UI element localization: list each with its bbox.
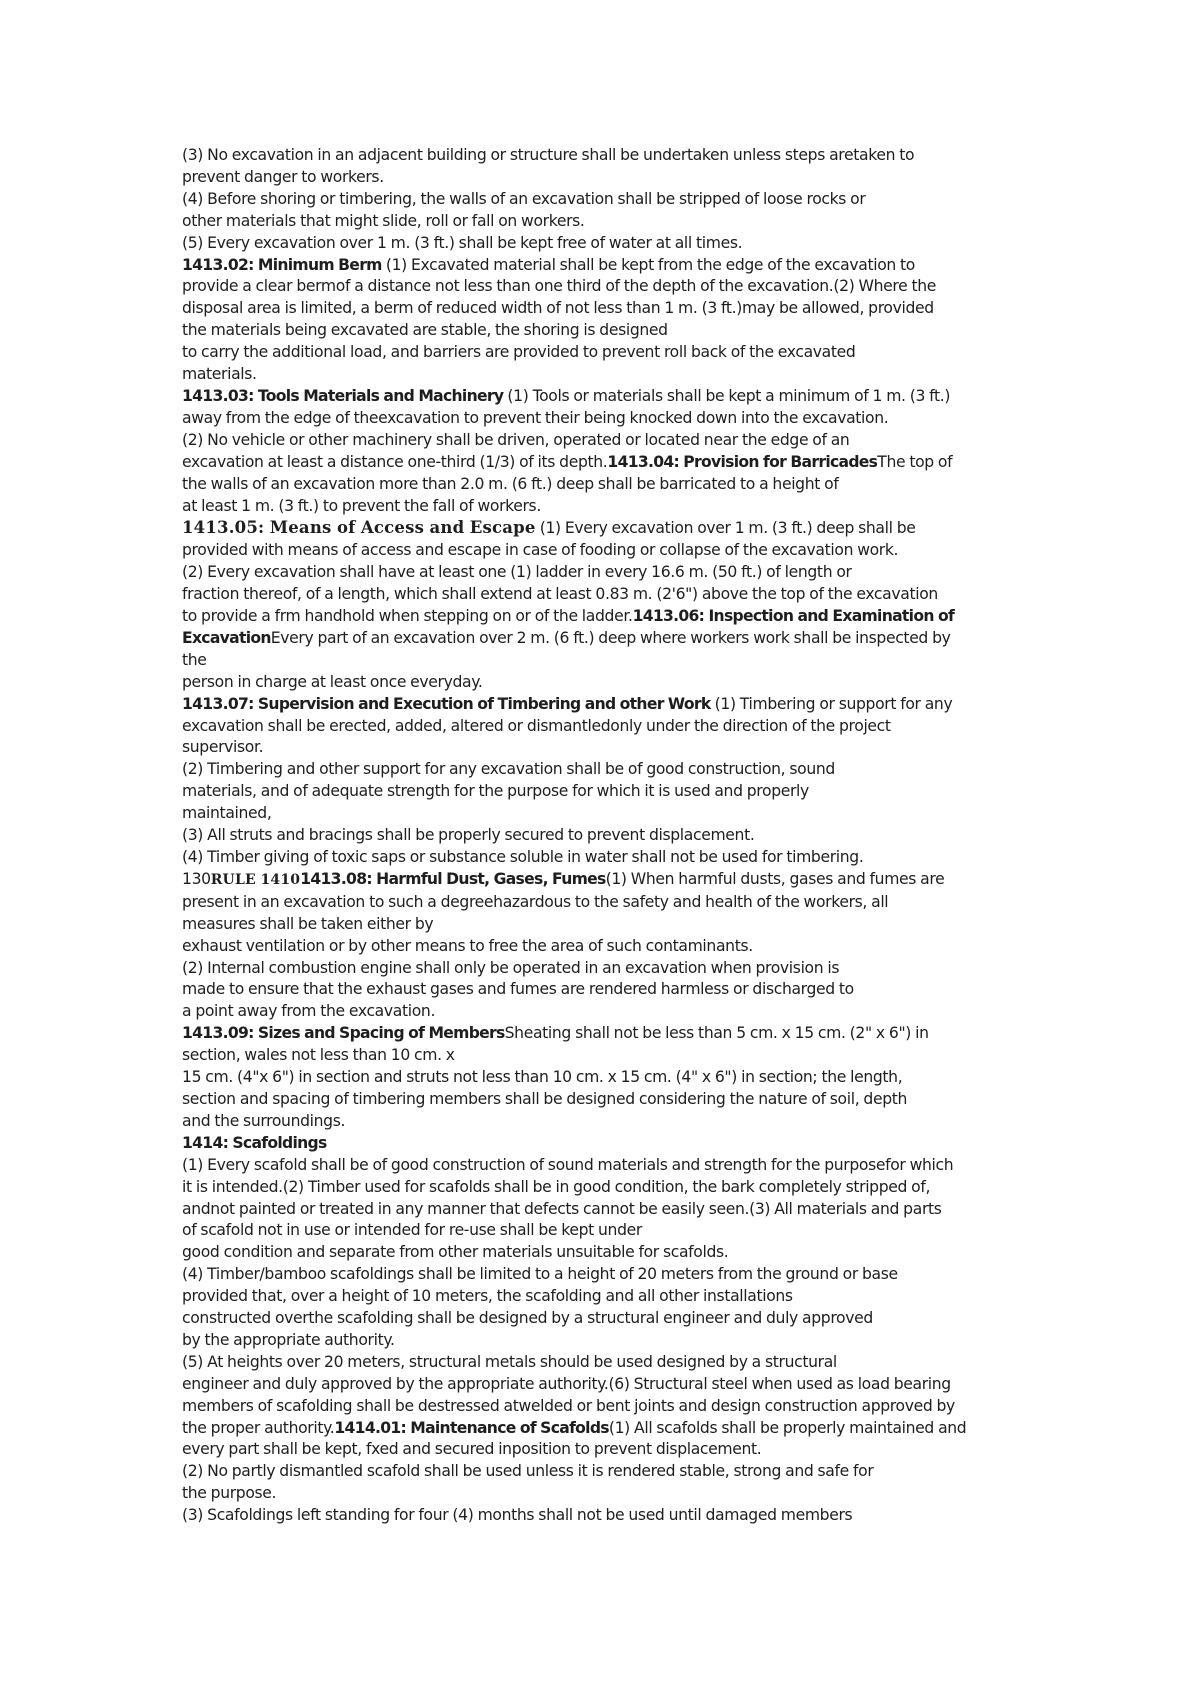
text-line: the materials being excavated are stable, the shoring is designed: [182, 321, 668, 340]
text-line: [182, 606, 1032, 628]
text-line: 15 cm. (4"x 6") in section and struts not less than 10 cm. x 15 cm. (4" x 6") in section; the length,: [182, 1068, 903, 1087]
text-line: [182, 452, 1032, 474]
page-number: 130: [182, 869, 211, 888]
text-line: [182, 1418, 1032, 1440]
text-line: away from the edge of theexcavation to prevent their being knocked down into the excavation.: [182, 408, 889, 427]
text-line: [182, 1133, 1032, 1155]
text-run: Sheating shall not be less than 5 cm. x 15 cm. (2" x 6") in: [504, 1024, 929, 1043]
section-heading-1413-04: 1413.04: Provision for Barricades: [607, 452, 878, 471]
text-line: disposal area is limited, a berm of reduced width of not less than 1 m. (3 ft.)may be allowed, provided: [182, 299, 934, 318]
text-run: Every part of an excavation over 2 m. (6 ft.) deep where workers work shall be inspected by: [270, 628, 951, 647]
text-line: (2) No vehicle or other machinery shall be driven, operated or located near the edge of an: [182, 430, 850, 449]
text-line: the purpose.: [182, 1484, 277, 1503]
text-line: the walls of an excavation more than 2.0 m. (6 ft.) deep shall be barricated to a height of: [182, 474, 839, 493]
text-line: prevent danger to workers.: [182, 167, 384, 186]
text-line: (3) No excavation in an adjacent building or structure shall be undertaken unless steps aretaken to: [182, 146, 915, 164]
text-line: of scafold not in use or intended for re-use shall be kept under: [182, 1221, 642, 1240]
text-run: (1) Excavated material shall be kept from the edge of the excavation to: [381, 255, 915, 274]
text-line: (1) Every scafold shall be of good construction of sound materials and strength for the purposefor which: [182, 1155, 954, 1174]
text-line: section, wales not less than 10 cm. x: [182, 1046, 455, 1065]
text-line: (2) Timbering and other support for any excavation shall be of good construction, sound: [182, 760, 835, 779]
text-line: every part shall be kept, fxed and secured inposition to prevent displacement.: [182, 1440, 762, 1459]
text-line: person in charge at least once everyday.: [182, 672, 483, 691]
text-line: made to ensure that the exhaust gases and fumes are rendered harmless or discharged to: [182, 980, 854, 999]
text-line: [182, 1023, 1032, 1045]
text-line: (2) Internal combustion engine shall only be operated in an excavation when provision is: [182, 958, 840, 977]
text-run: The top of: [877, 452, 953, 471]
text-line: excavation shall be erected, added, altered or dismantledonly under the direction of the project: [182, 716, 891, 735]
text-line: [182, 628, 1032, 650]
text-line: to carry the additional load, and barriers are provided to prevent roll back of the excavated: [182, 343, 856, 362]
running-header-rule: RULE 1410: [210, 871, 301, 888]
text-run: (1) Every excavation over 1 m. (3 ft.) deep shall be: [535, 519, 916, 538]
text-line: [182, 517, 1032, 540]
section-heading-1413-05: 1413.05: Means of Access and Escape: [182, 518, 536, 538]
section-heading-1413-08: 1413.08: Harmful Dust, Gases, Fumes: [300, 869, 606, 888]
text-line: section and spacing of timbering members shall be designed considering the nature of soil, depth: [182, 1089, 908, 1108]
section-heading-1414: 1414: Scafoldings: [182, 1133, 327, 1152]
text-line: by the appropriate authority.: [182, 1330, 395, 1349]
text-line: andnot painted or treated in any manner that defects cannot be easily seen.(3) All materials and parts: [182, 1199, 942, 1218]
section-heading-1413-03: 1413.03: Tools Materials and Machinery: [182, 386, 504, 405]
text-line: provided with means of access and escape in case of fooding or collapse of the excavation work.: [182, 541, 899, 560]
text-line: the: [182, 650, 207, 669]
text-line: at least 1 m. (3 ft.) to prevent the fall of workers.: [182, 496, 541, 515]
text-line: good condition and separate from other materials unsuitable for scafolds.: [182, 1243, 729, 1262]
document-page: [182, 145, 1032, 1527]
text-run: the proper authority.: [182, 1418, 335, 1437]
text-run: to provide a frm handhold when stepping on or of the ladder.: [182, 607, 633, 626]
section-heading-1413-06: 1413.06: Inspection and Examination of: [632, 607, 955, 626]
text-line: maintained,: [182, 804, 272, 823]
section-heading-1413-06-cont: Excavation: [182, 628, 271, 647]
text-line: (2) No partly dismantled scafold shall be used unless it is rendered stable, strong and safe for: [182, 1462, 874, 1481]
text-line: (2) Every excavation shall have at least one (1) ladder in every 16.6 m. (50 ft.) of length or: [182, 563, 852, 582]
text-line: (5) Every excavation over 1 m. (3 ft.) shall be kept free of water at all times.: [182, 233, 743, 252]
section-heading-1413-02: 1413.02: Minimum Berm: [182, 255, 382, 274]
text-line: (3) All struts and bracings shall be properly secured to prevent displacement.: [182, 826, 755, 845]
section-heading-1413-09: 1413.09: Sizes and Spacing of Members: [182, 1024, 505, 1043]
text-line: constructed overthe scafolding shall be designed by a structural engineer and duly approved: [182, 1309, 873, 1328]
text-line: [182, 694, 1032, 716]
text-line: fraction thereof, of a length, which shall extend at least 0.83 m. (2'6") above the top of the excavation: [182, 585, 938, 604]
text-line: (4) Timber/bamboo scafoldings shall be limited to a height of 20 meters from the ground or base: [182, 1265, 898, 1284]
text-line: measures shall be taken either by: [182, 914, 434, 933]
text-line: (4) Timber giving of toxic saps or substance soluble in water shall not be used for timbering.: [182, 848, 864, 866]
text-line: materials.: [182, 365, 257, 384]
text-line: (4) Before shoring or timbering, the walls of an excavation shall be stripped of loose rocks or: [182, 189, 866, 208]
text-line: it is intended.(2) Timber used for scafolds shall be in good condition, the bark completely stripped of,: [182, 1177, 931, 1196]
text-run: (1) Tools or materials shall be kept a minimum of 1 m. (3 ft.): [503, 386, 951, 405]
text-run: (1) All scafolds shall be properly maintained and: [608, 1418, 967, 1437]
text-line: (3) Scafoldings left standing for four (4) months shall not be used until damaged members: [182, 1506, 853, 1525]
text-run: excavation at least a distance one-third (1/3) of its depth.: [182, 452, 608, 471]
text-line: provided that, over a height of 10 meters, the scafolding and all other installations: [182, 1287, 793, 1306]
text-line: provide a clear bermof a distance not less than one third of the depth of the excavation.(2) Where the: [182, 277, 937, 296]
text-line: and the surroundings.: [182, 1111, 346, 1130]
text-line: supervisor.: [182, 738, 264, 757]
section-heading-1413-07: 1413.07: Supervision and Execution of Timbering and other Work: [182, 694, 711, 713]
text-line: present in an excavation to such a degreehazardous to the safety and health of the workers, all: [182, 892, 889, 911]
text-line: [182, 869, 1032, 892]
text-run: (1) When harmful dusts, gases and fumes are: [605, 869, 945, 888]
text-line: (5) At heights over 20 meters, structural metals should be used designed by a structural: [182, 1352, 837, 1371]
text-line: [182, 386, 1032, 408]
text-line: members of scafolding shall be destressed atwelded or bent joints and design construction approved by: [182, 1396, 955, 1415]
text-line: [182, 255, 1032, 277]
text-line: exhaust ventilation or by other means to free the area of such contaminants.: [182, 936, 753, 955]
text-line: engineer and duly approved by the appropriate authority.(6) Structural steel when used as load bearing: [182, 1374, 951, 1393]
text-line: other materials that might slide, roll or fall on workers.: [182, 211, 585, 230]
text-run: (1) Timbering or support for any: [710, 694, 953, 713]
text-line: a point away from the excavation.: [182, 1002, 436, 1021]
section-heading-1414-01: 1414.01: Maintenance of Scafolds: [334, 1418, 609, 1437]
text-line: materials, and of adequate strength for the purpose for which it is used and properly: [182, 782, 809, 801]
